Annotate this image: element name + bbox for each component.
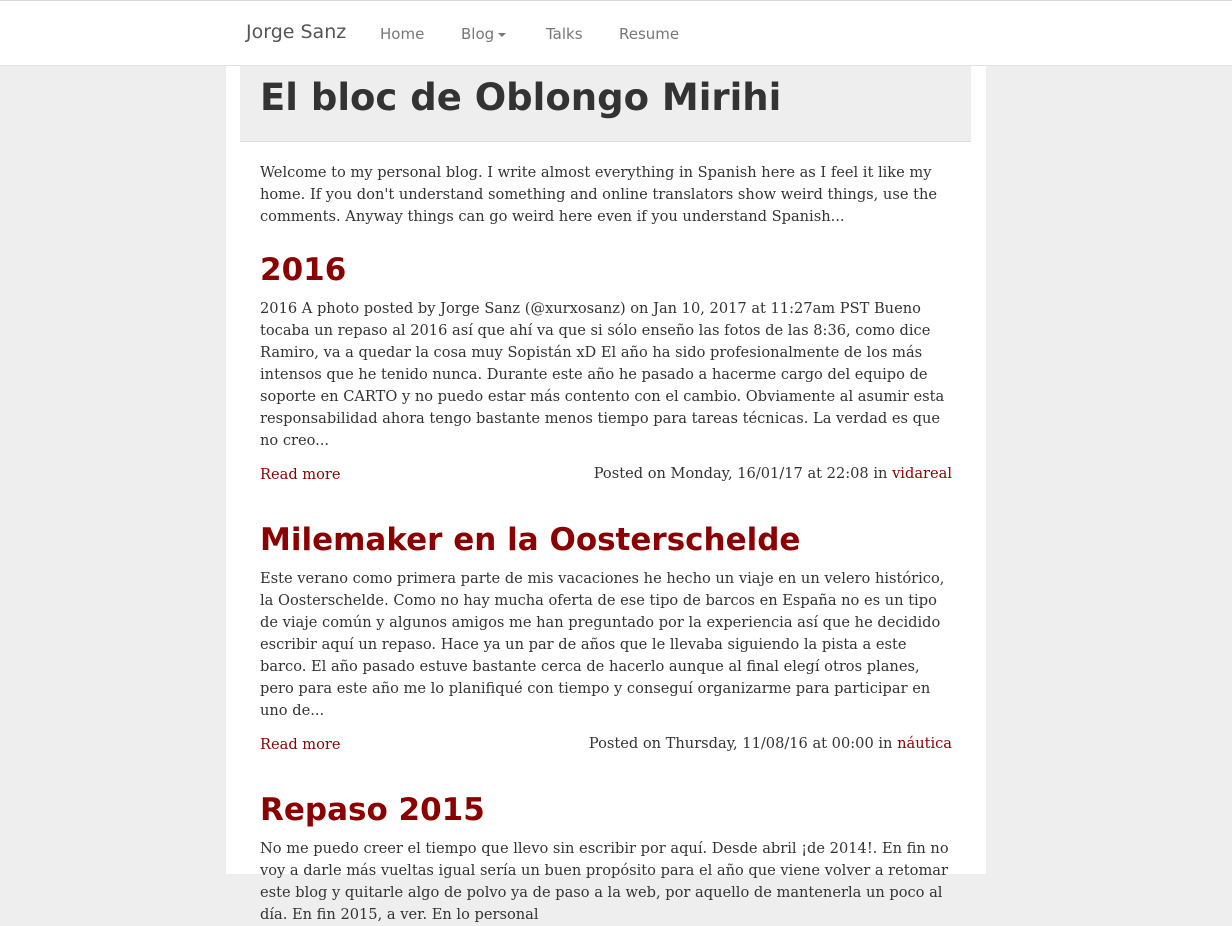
main-container	[226, 66, 986, 923]
blog-header	[240, 66, 971, 142]
post-date-text: Posted on Thursday, 11/08/16 at 00:00 in	[588, 735, 893, 752]
post-excerpt: No me puedo creer el tiempo que llevo sin escribir por aquí. Desde abril ¡de 2014!. En fin no voy a darle más vueltas igual sería un buen propósito para el año que viene volver a retomar este blog y quitarle algo de polvo ya de paso a la web, por aquello de mantenerla un poco al día. En fin 2015, a ver. En lo personal	[260, 840, 949, 923]
post-title-link[interactable]: Repaso 2015	[260, 792, 485, 828]
post-date-info	[594, 465, 952, 482]
post-list	[260, 162, 952, 926]
nav-talks-link[interactable]: Talks	[546, 25, 583, 43]
post-title-link[interactable]: 2016	[260, 252, 347, 288]
top-navbar	[0, 0, 1232, 66]
post-date-info	[589, 735, 952, 752]
intro-text: Welcome to my personal blog. I write almost everything in Spanish here as I feel it like my home. If you don't understand something and online translators show weird things, use the comments. Anyway things can go weird here even if you understand Spanish...	[260, 164, 937, 225]
post-excerpt: 2016 A photo posted by Jorge Sanz (@xurxosanz) on Jan 10, 2017 at 11:27am PST Bueno tocaba un repaso al 2016 así que ahí va que si sólo enseño las fotos de las 8:36, como dice Ramiro, va a quedar la cosa muy Sopistán xD El año ha sido profesionalmente de los más intensos que he tenido nunca. Durante este año he pasado a hacerme cargo del equipo de soporte en CARTO y no puedo estar más contento con el cambio. Obviamente al asumir esta responsabilidad ahora tengo bastante menos tiempo para tareas técnicas. La verdad es que no creo...	[260, 300, 945, 449]
blog-title: El bloc de Oblongo Mirihi	[260, 76, 782, 119]
post-item	[260, 792, 952, 926]
post-meta	[260, 462, 952, 492]
post-item	[260, 252, 952, 492]
post-category-link[interactable]: vidareal	[892, 465, 952, 482]
nav-resume-link[interactable]: Resume	[619, 25, 680, 43]
post-item	[260, 522, 952, 762]
read-more-link[interactable]: Read more	[260, 736, 341, 753]
brand-link[interactable]: Jorge Sanz	[246, 21, 347, 43]
read-more-link[interactable]: Read more	[260, 466, 341, 483]
post-title-link[interactable]: Milemaker en la Oosterschelde	[260, 522, 801, 558]
post-category-link[interactable]: náutica	[897, 735, 952, 752]
post-meta	[260, 732, 952, 762]
post-date-text: Posted on Monday, 16/01/17 at 22:08 in	[593, 465, 888, 482]
nav-home-link[interactable]: Home	[380, 25, 425, 43]
chevron-down-icon	[498, 33, 506, 37]
post-excerpt: Este verano como primera parte de mis vacaciones he hecho un viaje en un velero histórico, la Oosterschelde. Como no hay mucha oferta de ese tipo de barcos en España no es un tipo de viaje común y algunos amigos me han preguntado por la experiencia así que he decidido escribir aquí un repaso. Hace ya un par de años que le llevaba siguiendo la pista a este barco. El año pasado estuve bastante cerca de hacerlo aunque al final elegí otros planes, pero para este año me lo planifiqué con tiempo y conseguí organizarme para participar en uno de...	[260, 570, 945, 719]
nav-blog-label: Blog	[461, 25, 495, 43]
nav-blog-dropdown[interactable]	[461, 25, 506, 43]
